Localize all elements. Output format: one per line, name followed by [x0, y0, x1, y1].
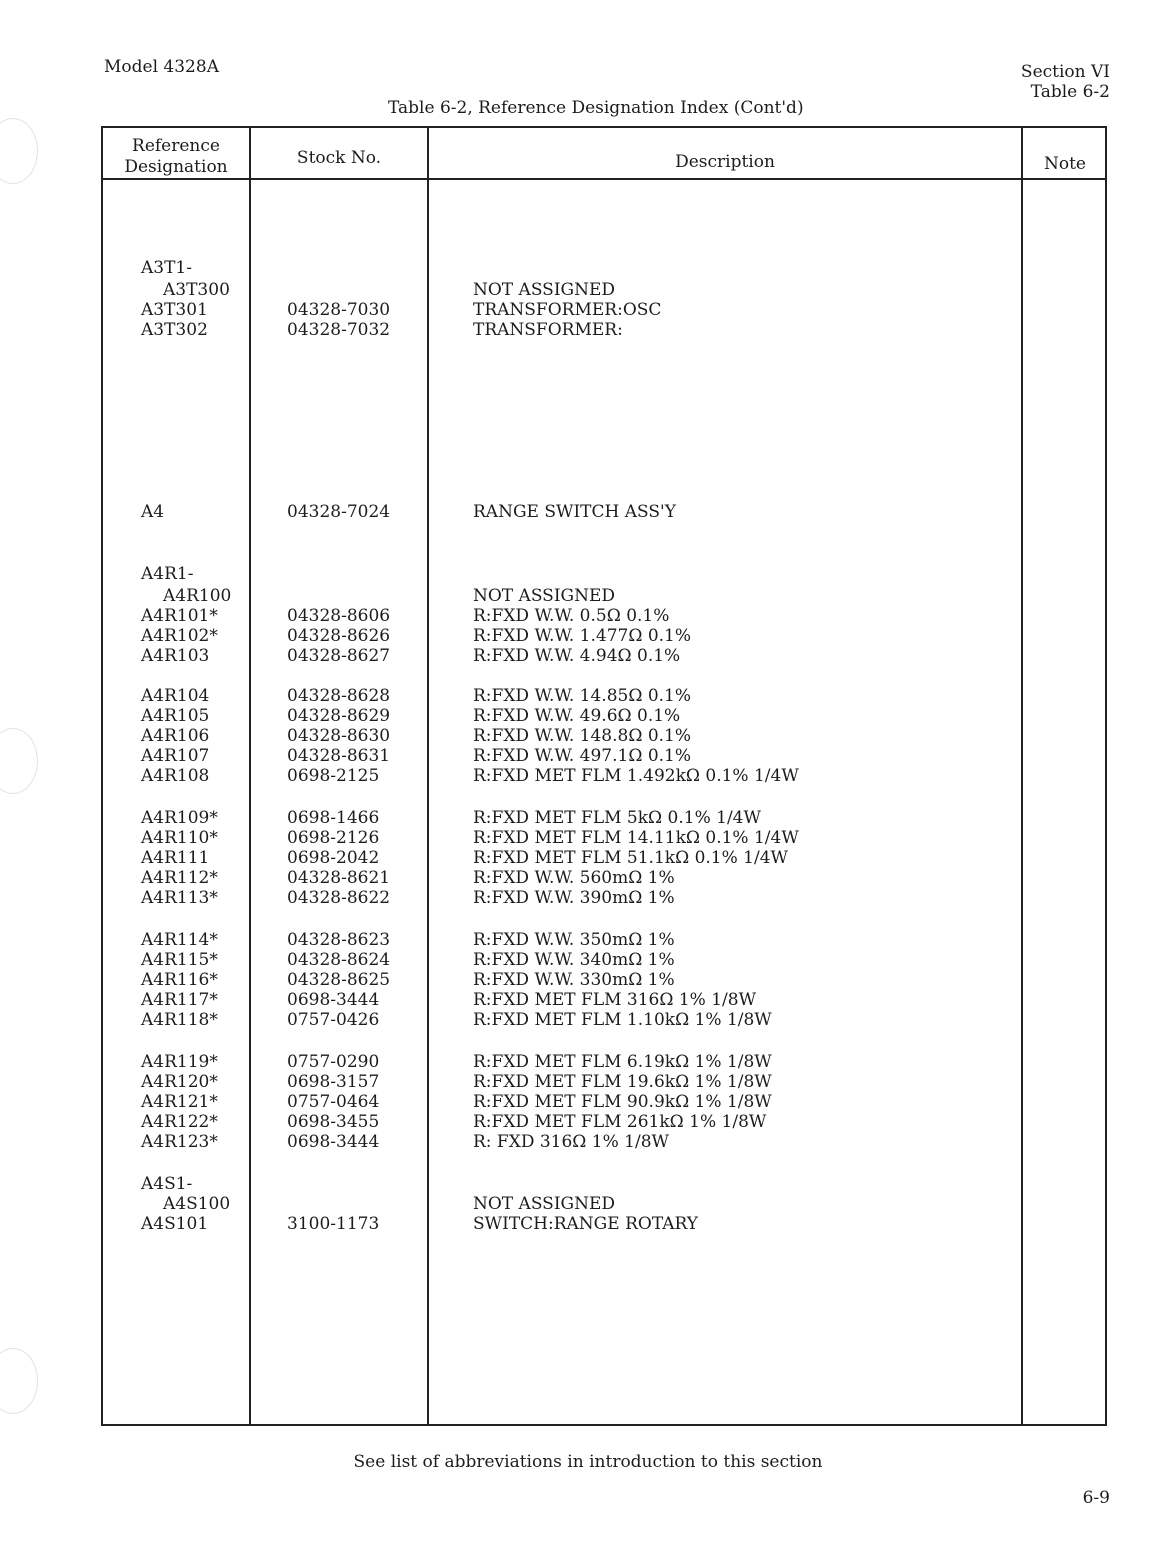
section-label: Section VI — [1020, 62, 1110, 82]
column-header-reference-line1: Reference — [132, 136, 220, 156]
part-description: R:FXD W.W. 390mΩ 1% — [473, 888, 675, 908]
stock-number: 04328-8626 — [287, 626, 391, 646]
ref-designation: A4R109* — [141, 808, 218, 828]
ref-designation: A4R118* — [141, 1010, 218, 1030]
column-divider — [249, 128, 251, 1424]
ref-designation: A4R113* — [141, 888, 218, 908]
stock-number: 0757-0464 — [287, 1092, 380, 1112]
ref-designation: A4R1- — [141, 564, 194, 584]
ref-designation: A4S100 — [163, 1194, 231, 1214]
ref-designation: A3T301 — [141, 300, 208, 320]
stock-number: 0757-0426 — [287, 1010, 380, 1030]
part-description: R:FXD W.W. 1.477Ω 0.1% — [473, 626, 692, 646]
ref-designation: A4R105 — [141, 706, 210, 726]
ref-designation: A4R100 — [163, 586, 232, 606]
punch-hole-mark — [0, 1348, 38, 1414]
punch-hole-mark — [0, 118, 38, 184]
ref-designation: A4R115* — [141, 950, 218, 970]
ref-designation: A4R108 — [141, 766, 210, 786]
ref-designation: A4S1- — [141, 1174, 193, 1194]
part-description: R:FXD W.W. 14.85Ω 0.1% — [473, 686, 692, 706]
stock-number: 0757-0290 — [287, 1052, 380, 1072]
stock-number: 0698-3157 — [287, 1072, 380, 1092]
ref-designation: A3T300 — [163, 280, 230, 300]
stock-number: 04328-8631 — [287, 746, 391, 766]
part-description: RANGE SWITCH ASS'Y — [473, 502, 676, 522]
ref-designation: A3T302 — [141, 320, 208, 340]
stock-number: 04328-8623 — [287, 930, 391, 950]
ref-designation: A4R117* — [141, 990, 218, 1010]
ref-designation: A4R119* — [141, 1052, 218, 1072]
stock-number: 0698-1466 — [287, 808, 380, 828]
part-description: R:FXD MET FLM 19.6kΩ 1% 1/8W — [473, 1072, 772, 1092]
ref-designation: A4R121* — [141, 1092, 218, 1112]
stock-number: 04328-8627 — [287, 646, 391, 666]
part-description: R:FXD MET FLM 6.19kΩ 1% 1/8W — [473, 1052, 772, 1072]
part-description: R:FXD MET FLM 1.10kΩ 1% 1/8W — [473, 1010, 772, 1030]
ref-designation: A4R106 — [141, 726, 210, 746]
part-description: R:FXD MET FLM 14.11kΩ 0.1% 1/4W — [473, 828, 799, 848]
ref-designation: A4R104 — [141, 686, 210, 706]
ref-designation: A4R112* — [141, 868, 218, 888]
part-description: R:FXD W.W. 340mΩ 1% — [473, 950, 675, 970]
column-divider — [427, 128, 429, 1424]
stock-number: 04328-7032 — [287, 320, 391, 340]
stock-number: 0698-2125 — [287, 766, 380, 786]
page-number: 6-9 — [1082, 1488, 1110, 1508]
part-description: R:FXD W.W. 4.94Ω 0.1% — [473, 646, 681, 666]
column-header-note: Note — [1043, 154, 1086, 174]
part-description: NOT ASSIGNED — [473, 586, 616, 606]
part-description: R:FXD W.W. 350mΩ 1% — [473, 930, 675, 950]
column-header-reference — [103, 136, 249, 178]
ref-designation: A4R120* — [141, 1072, 218, 1092]
stock-number: 04328-8621 — [287, 868, 391, 888]
part-description: R:FXD W.W. 148.8Ω 0.1% — [473, 726, 692, 746]
part-description: R:FXD W.W. 49.6Ω 0.1% — [473, 706, 681, 726]
part-description: R:FXD W.W. 560mΩ 1% — [473, 868, 675, 888]
ref-designation: A4S101 — [141, 1214, 209, 1234]
stock-number: 04328-7024 — [287, 502, 391, 522]
part-description: R:FXD MET FLM 51.1kΩ 0.1% 1/4W — [473, 848, 788, 868]
header-divider — [103, 178, 1105, 180]
part-description: R:FXD W.W. 330mΩ 1% — [473, 970, 675, 990]
punch-hole-mark — [0, 728, 38, 794]
part-description: SWITCH:RANGE ROTARY — [473, 1214, 699, 1234]
ref-designation: A4 — [141, 502, 165, 522]
part-description: R: FXD 316Ω 1% 1/8W — [473, 1132, 670, 1152]
stock-number: 04328-8630 — [287, 726, 391, 746]
part-description: R:FXD MET FLM 5kΩ 0.1% 1/4W — [473, 808, 761, 828]
stock-number: 04328-8622 — [287, 888, 391, 908]
ref-designation: A4R102* — [141, 626, 218, 646]
ref-designation: A3T1- — [141, 258, 192, 278]
column-header-stock: Stock No. — [296, 148, 382, 168]
section-header — [1021, 62, 1110, 102]
part-description: R:FXD MET FLM 1.492kΩ 0.1% 1/4W — [473, 766, 799, 786]
stock-number: 04328-8624 — [287, 950, 391, 970]
footer-note: See list of abbreviations in introduction to this section — [353, 1452, 823, 1472]
stock-number: 0698-2126 — [287, 828, 380, 848]
stock-number: 0698-3444 — [287, 990, 380, 1010]
part-description: TRANSFORMER: — [473, 320, 623, 340]
ref-designation: A4R103 — [141, 646, 210, 666]
part-description: R:FXD MET FLM 90.9kΩ 1% 1/8W — [473, 1092, 772, 1112]
ref-designation: A4R111 — [141, 848, 210, 868]
stock-number: 3100-1173 — [287, 1214, 380, 1234]
part-description: R:FXD W.W. 497.1Ω 0.1% — [473, 746, 692, 766]
part-description: R:FXD MET FLM 261kΩ 1% 1/8W — [473, 1112, 767, 1132]
part-description: TRANSFORMER:OSC — [473, 300, 662, 320]
ref-designation: A4R110* — [141, 828, 218, 848]
ref-designation: A4R107 — [141, 746, 210, 766]
stock-number: 0698-3455 — [287, 1112, 380, 1132]
column-header-reference-line2: Designation — [124, 157, 228, 177]
reference-designation-table — [101, 126, 1107, 1426]
stock-number: 04328-7030 — [287, 300, 391, 320]
stock-number: 04328-8628 — [287, 686, 391, 706]
model-label: Model 4328A — [104, 57, 219, 77]
table-ref-label: Table 6-2 — [1030, 82, 1110, 102]
stock-number: 0698-3444 — [287, 1132, 380, 1152]
ref-designation: A4R114* — [141, 930, 218, 950]
part-description: R:FXD W.W. 0.5Ω 0.1% — [473, 606, 670, 626]
stock-number: 04328-8606 — [287, 606, 391, 626]
column-divider — [1021, 128, 1023, 1424]
table-caption: Table 6-2, Reference Designation Index (Cont'd) — [388, 98, 804, 118]
stock-number: 04328-8625 — [287, 970, 391, 990]
stock-number: 0698-2042 — [287, 848, 380, 868]
ref-designation: A4R122* — [141, 1112, 218, 1132]
part-description: R:FXD MET FLM 316Ω 1% 1/8W — [473, 990, 757, 1010]
ref-designation: A4R123* — [141, 1132, 218, 1152]
ref-designation: A4R101* — [141, 606, 218, 626]
column-header-description: Description — [675, 152, 775, 172]
ref-designation: A4R116* — [141, 970, 218, 990]
part-description: NOT ASSIGNED — [473, 280, 616, 300]
stock-number: 04328-8629 — [287, 706, 391, 726]
part-description: NOT ASSIGNED — [473, 1194, 616, 1214]
